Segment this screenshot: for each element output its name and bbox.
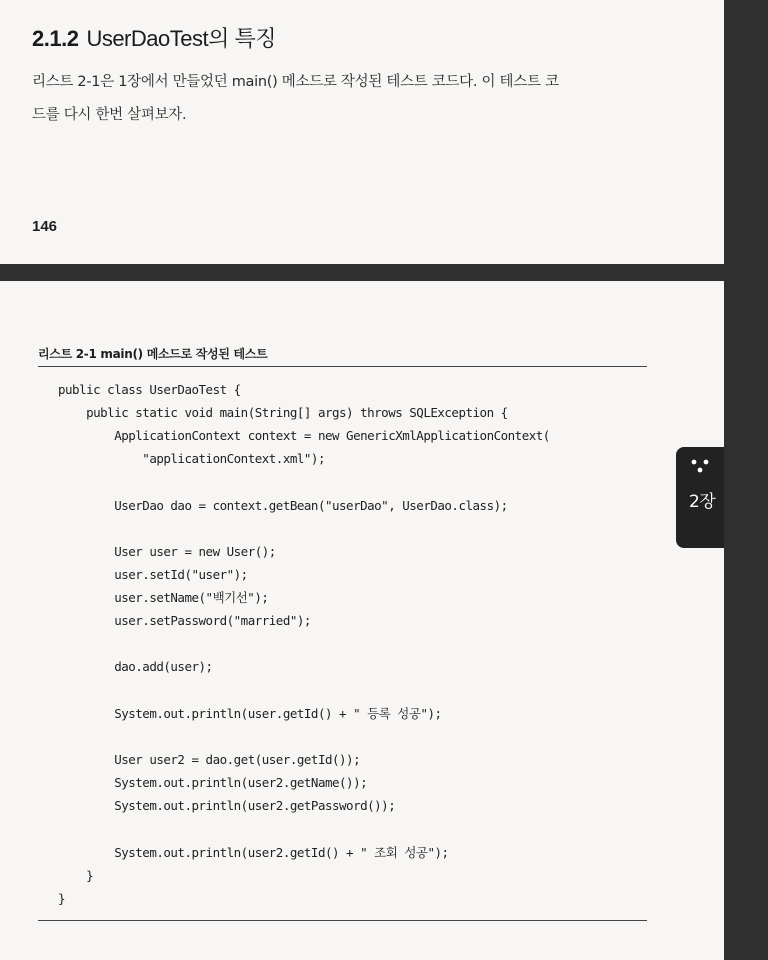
section-number: 2.1.2	[32, 26, 79, 51]
code-line: user.setName("백기선");	[58, 590, 269, 605]
code-line: }	[58, 868, 94, 883]
section-name: UserDaoTest의 특징	[86, 26, 276, 51]
code-line: UserDao dao = context.getBean("userDao", UserDao.class);	[58, 498, 508, 513]
listing-top-rule	[38, 366, 647, 367]
chapter-dots-icon	[690, 457, 710, 479]
code-line: System.out.println(user2.getId() + " 조회 성공");	[58, 845, 449, 860]
section-title	[32, 22, 276, 53]
intro-paragraph-line: 드를 다시 한번 살펴보자.	[32, 107, 187, 123]
intro-paragraph-line: 리스트 2-1은 1장에서 만들었던 main() 메소드로 작성된 테스트 코드다. 이 테스트 코	[32, 74, 559, 90]
listing-title: 리스트 2-1 main() 메소드로 작성된 테스트	[38, 347, 268, 361]
code-line: }	[58, 891, 66, 906]
intro-paragraph	[32, 66, 672, 132]
code-line: dao.add(user);	[58, 659, 213, 674]
code-line: ApplicationContext context = new GenericXmlApplicationContext(	[58, 428, 550, 443]
page-number: 146	[32, 218, 58, 235]
chapter-tab[interactable]	[676, 447, 724, 548]
page-top	[0, 0, 724, 264]
code-line: public static void main(String[] args) throws SQLException {	[58, 405, 508, 420]
code-line: "applicationContext.xml");	[58, 451, 325, 466]
code-line: System.out.println(user2.getName());	[58, 775, 368, 790]
code-line: System.out.println(user.getId() + " 등록 성공");	[58, 706, 442, 721]
code-line: user.setPassword("married");	[58, 613, 311, 628]
code-line: User user2 = dao.get(user.getId());	[58, 752, 361, 767]
code-line: User user = new User();	[58, 544, 276, 559]
code-line: public class UserDaoTest {	[58, 382, 241, 397]
chapter-tab-label: 2장	[689, 492, 716, 512]
listing-bottom-rule	[38, 920, 647, 921]
code-line: System.out.println(user2.getPassword());	[58, 798, 396, 813]
code-line: user.setId("user");	[58, 567, 248, 582]
